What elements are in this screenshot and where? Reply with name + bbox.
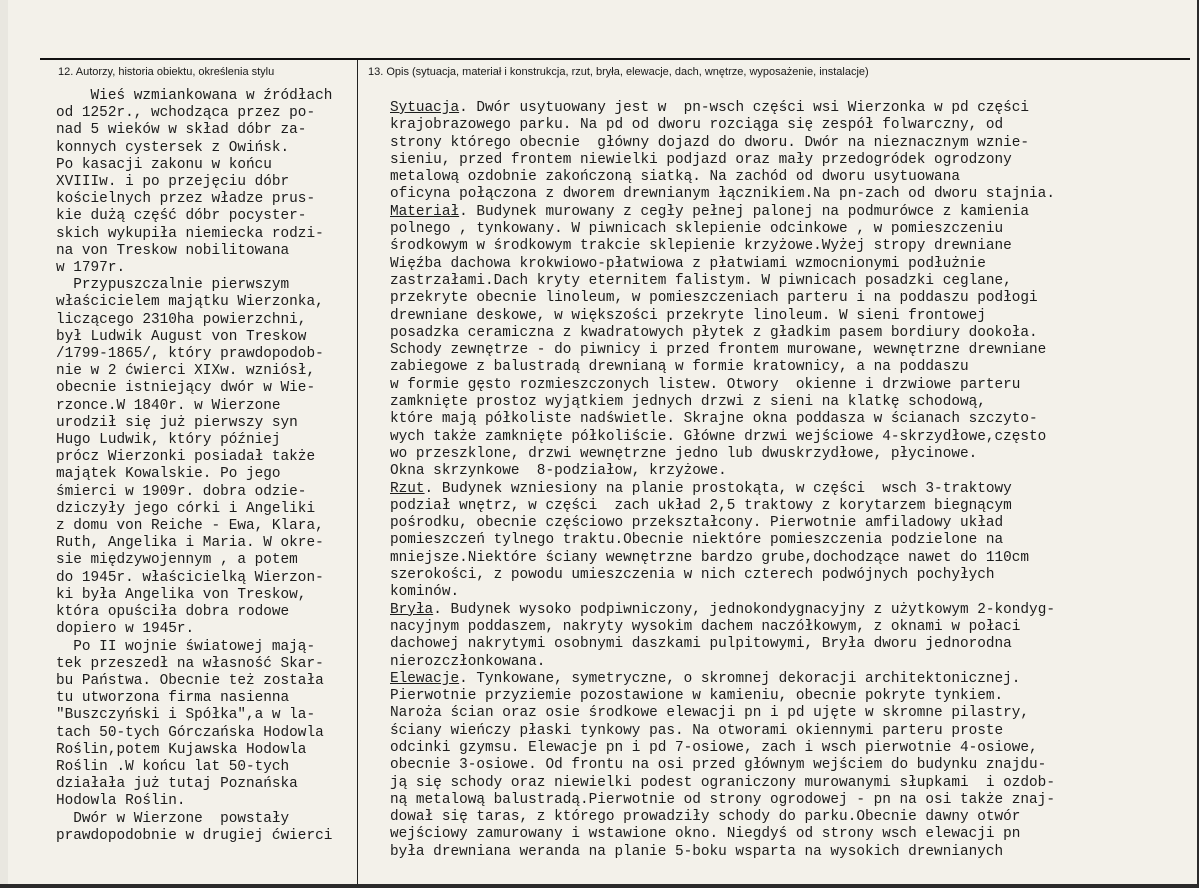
text-line <box>390 515 1190 532</box>
text-line: Wieś wzmiankowana w źródłach <box>56 88 333 104</box>
page-edge <box>0 0 8 888</box>
text-line <box>390 411 1190 428</box>
line-text: środkowym w środkowym trakcie sklepienie krzyżowe.Wyżej stropy drewniane <box>390 238 1012 255</box>
line-text: nierozczłonkowana. <box>390 653 546 670</box>
text-line <box>390 221 1190 238</box>
text-line: kie dużą część dóbr pocyster- <box>56 208 307 225</box>
text-line: właścicielem majątku Wierzonka, <box>56 294 324 311</box>
line-text: przekryte obecnie linoleum, w pomieszczeniach parteru i na poddaszu podłogi <box>390 290 1038 307</box>
line-text: zamknięte prostoz wyjątkiem jednych drzwi z sieni na klatkę schodową, <box>390 394 986 411</box>
text-line <box>390 602 1190 619</box>
line-text: polnego , tynkowany. W piwnicach sklepienie odcinkowe , w pomieszczeniu <box>390 221 1004 238</box>
text-line: urodził się już pierwszy syn <box>56 414 298 431</box>
text-line <box>390 671 1190 688</box>
text-line: "Buszczyński i Spółka",a w la- <box>56 707 316 724</box>
text-line: liczącego 2310ha powierzchni, <box>56 311 307 328</box>
text-line <box>390 394 1190 411</box>
line-text: ną metalową balustradą.Pierwotnie od strony ogrodowej - pn na osi także znaj- <box>390 791 1055 808</box>
text-line: ki była Angelika von Treskow, <box>56 586 307 603</box>
line-text: Naroża ścian oraz osie środkowe elewacji pn i pd ujęte w skromne pilastry, <box>390 705 1030 722</box>
text-line <box>390 723 1190 740</box>
text-line <box>390 377 1190 394</box>
text-line: majątek Kowalskie. Po jego <box>56 466 281 483</box>
text-line <box>390 308 1190 325</box>
line-text: obecnie 3-osiowe. Od frontu na osi przed głównym wejściem do budynku znajdu- <box>390 757 1047 774</box>
section-13-heading: 13. Opis (sytuacja, materiał i konstrukcja, rzut, bryła, elewacje, dach, wnętrze, wyposażenie, instalacje) <box>368 66 869 78</box>
text-line <box>390 256 1190 273</box>
text-line: od 1252r., wchodząca przez po- <box>56 105 316 122</box>
line-text: Więźba dachowa krokwiowo-płatwiowa z płatwiami wzmocnionymi podłużnie <box>390 255 986 272</box>
text-line <box>390 359 1190 376</box>
text-line <box>390 169 1190 186</box>
section-12-heading: 12. Autorzy, historia obiektu, określenia stylu <box>58 66 275 78</box>
text-line: na von Treskow nobilitowana <box>56 242 290 259</box>
section-label: Bryła <box>390 601 434 618</box>
text-line <box>390 567 1190 584</box>
line-text: oficyna połączona z dworem drewnianym łącznikiem.Na pn-zach od dworu stajnia. <box>390 186 1055 203</box>
line-text: wych także zamknięte półkoliście. Główne drzwi wejściowe 4-skrzydłowe,często <box>390 428 1047 445</box>
text-line: Przypuszczalnie pierwszym <box>56 277 290 294</box>
text-line: bu Państwa. Obecnie też została <box>56 672 324 689</box>
text-line <box>390 636 1190 653</box>
line-text: . Budynek wzniesiony na planie prostokąta, w części wsch 3-traktowy <box>424 480 1012 497</box>
text-line: tu utworzona firma nasienna <box>56 690 290 707</box>
text-line: Po kasacji zakonu w końcu <box>56 156 272 173</box>
line-text: . Budynek wysoko podpiwniczony, jednokondygnacyjny z użytkowym 2-kondyg- <box>433 601 1055 618</box>
text-line <box>390 584 1190 601</box>
line-text: odcinki gzymsu. Elewacje pn i pd 7-osiowe, zach i wsch pierwotnie 4-osiowe, <box>390 739 1038 756</box>
text-line: Hugo Ludwik, który później <box>56 432 281 449</box>
text-line <box>390 740 1190 757</box>
line-text: . Budynek murowany z cegły pełnej palonej na podmurówce z kamienia <box>459 203 1030 220</box>
line-text: kominów. <box>390 584 460 601</box>
line-text: nacyjnym poddaszem, nakryty wysokim dachem naczółkowym, z oknami w połaci <box>390 618 1021 635</box>
text-line: dopiero w 1945r. <box>56 621 195 638</box>
line-text: drewniane deskowe, w większości przekryte linoleum. W sieni frontowej <box>390 307 986 324</box>
line-text: wejściowy zamurowany i wstawione okno. Niegdyś od strony wsch elewacji pn <box>390 826 1021 843</box>
line-text: podział wnętrz, w części zach układ 2,5 traktowy z korytarzem biegnącym <box>390 497 1012 514</box>
text-line: Dwór w Wierzone powstały <box>56 810 290 827</box>
text-line: Ruth, Angelika i Maria. W okre- <box>56 535 324 552</box>
line-text: krajobrazowego parku. Na pd od dworu rozciąga się zespół folwarczny, od <box>390 117 1004 134</box>
line-text: strony którego obecnie główny dojazd do dworu. Dwór na nieznacznym wznie- <box>390 134 1030 151</box>
line-text: dował się taras, z którego prowadziły schody do parku.Obecnie dawny otwór <box>390 809 1021 826</box>
text-line <box>390 775 1190 792</box>
line-text: . Dwór usytuowany jest w pn-wsch części wsi Wierzonka w pd części <box>459 100 1030 116</box>
text-line: rzonce.W 1840r. w Wierzone <box>56 397 281 414</box>
text-line <box>390 654 1190 671</box>
text-line: był Ludwik August von Treskow <box>56 328 307 345</box>
text-line: konnych cystersek z Owińsk. <box>56 139 290 156</box>
line-text: ją się schody oraz niewielki podest ograniczony murowanymi słupkami i ozdob- <box>390 774 1055 791</box>
text-line: tek przeszedł na własność Skar- <box>56 655 324 672</box>
header-rule <box>40 58 1190 60</box>
text-line: kościelnych przez władze prus- <box>56 191 316 208</box>
text-line <box>390 100 1190 117</box>
line-text: ściany wieńczy płaski tynkowy pas. Na otworami okiennymi parteru proste <box>390 722 1004 739</box>
text-line <box>390 844 1190 861</box>
line-text: zabiegowe z balustradą drewnianą w formie kratownicy, a na poddaszu <box>390 359 969 376</box>
line-text: pomieszczeń tylnego traktu.Obecnie niektóre pomieszczenia podzielone na <box>390 532 1004 549</box>
line-text: wo przeszklone, drzwi wewnętrzne jedno lub dwuskrzydłowe, płycinowe. <box>390 445 978 462</box>
column-separator <box>357 60 358 888</box>
text-line <box>390 757 1190 774</box>
section-label: Elewacje <box>390 670 460 687</box>
text-line <box>390 273 1190 290</box>
text-line <box>390 705 1190 722</box>
line-text: szerokości, z powodu umieszczenia w nich czterech podwójnych pochyłych <box>390 567 995 584</box>
description-column <box>390 100 1190 861</box>
text-line <box>390 826 1190 843</box>
text-line <box>390 238 1190 255</box>
text-line <box>390 446 1190 463</box>
section-label: Materiał <box>390 203 460 220</box>
text-line: działała już tutaj Poznańska <box>56 776 298 793</box>
section-label: Rzut <box>390 480 425 497</box>
text-line <box>390 463 1190 480</box>
line-text: posadzka ceramiczna z kwadratowych płytek z gładkim pasem bordiury dookoła. <box>390 324 1038 341</box>
text-line <box>390 792 1190 809</box>
text-line: /1799-1865/, który prawdopodob- <box>56 346 324 363</box>
line-text: Schody zewnętrze - do piwnicy i przed frontem murowane, wewnętrzne drewniane <box>390 342 1047 359</box>
line-text: które mają półkoliste nadświetle. Skrajne okna poddasza w ścianach szczyto- <box>390 411 1038 428</box>
text-line: prócz Wierzonki posiadał także <box>56 449 316 466</box>
text-line <box>390 135 1190 152</box>
text-line <box>390 186 1190 203</box>
line-text: sieniu, przed frontem niewielki podjazd oraz mały przedogródek ogrodzony <box>390 151 1012 168</box>
line-text: mniejsze.Niektóre ściany wewnętrzne bardzo grube,dochodzące nawet do 110cm <box>390 549 1030 566</box>
text-line: Hodowla Roślin. <box>56 793 186 810</box>
text-line <box>390 117 1190 134</box>
line-text: metalową ozdobnie zakończoną siatką. Na zachód od dworu usytuowana <box>390 169 960 186</box>
line-text: Okna skrzynkowe 8-podziałow, krzyżowe. <box>390 463 727 480</box>
text-line: obecnie istniejący dwór w Wie- <box>56 380 316 397</box>
line-text: dachowej nakrytymi osobnymi daszkami pulpitowymi, Bryła dworu jednorodna <box>390 636 1012 653</box>
text-line: skich wykupiła niemiecka rodzi- <box>56 225 324 242</box>
text-line <box>390 550 1190 567</box>
line-text: była drewniana weranda na planie 5-boku wsparta na wysokich drewnianych <box>390 843 1004 860</box>
history-column <box>56 88 356 845</box>
text-line: która opuściła dobra rodowe <box>56 604 290 621</box>
text-line: śmierci w 1909r. dobra odzie- <box>56 483 307 500</box>
text-line: nie w 2 ćwierci XIXw. wzniósł, <box>56 363 316 380</box>
section-label: Sytuacja <box>390 100 460 116</box>
text-line: Roślin .W końcu lat 50-tych <box>56 758 290 775</box>
text-line: w 1797r. <box>56 260 126 277</box>
text-line: dziczyły jego córki i Angeliki <box>56 500 316 517</box>
text-line <box>390 619 1190 636</box>
line-text: Pierwotnie przyziemie pozostawione w kamieniu, obecnie pokryte tynkiem. <box>390 688 1004 705</box>
text-line <box>390 481 1190 498</box>
text-line <box>390 290 1190 307</box>
text-line <box>390 152 1190 169</box>
text-line: z domu von Reiche - Ewa, Klara, <box>56 518 324 535</box>
line-text: pośrodku, obecnie częściowo przekształcony. Pierwotnie amfiladowy układ <box>390 515 1004 532</box>
text-line: XVIIIw. i po przejęciu dóbr <box>56 174 290 191</box>
text-line: nad 5 wieków w skład dóbr za- <box>56 122 307 139</box>
text-line: prawdopodobnie w drugiej ćwierci <box>56 827 333 844</box>
scan-border <box>0 884 1199 888</box>
text-line <box>390 532 1190 549</box>
line-text: w formie gęsto rozmieszczonych listew. Otwory okienne i drzwiowe parteru <box>390 376 1021 393</box>
text-line: do 1945r. właścicielką Wierzon- <box>56 569 324 586</box>
text-line <box>390 325 1190 342</box>
text-line <box>390 429 1190 446</box>
text-line <box>390 688 1190 705</box>
line-text: zastrzałami.Dach kryty eternitem falistym. W piwnicach posadzki ceglane, <box>390 272 1012 289</box>
text-line <box>390 342 1190 359</box>
text-line <box>390 204 1190 221</box>
text-line: tach 50-tych Górczańska Hodowla <box>56 724 324 741</box>
text-line <box>390 498 1190 515</box>
text-line: sie międzywojennym , a potem <box>56 552 298 569</box>
text-line: Roślin,potem Kujawska Hodowla <box>56 741 307 758</box>
text-line: Po II wojnie światowej mają- <box>56 638 316 655</box>
line-text: . Tynkowane, symetryczne, o skromnej dekoracji architektonicznej. <box>459 670 1021 687</box>
text-line <box>390 809 1190 826</box>
